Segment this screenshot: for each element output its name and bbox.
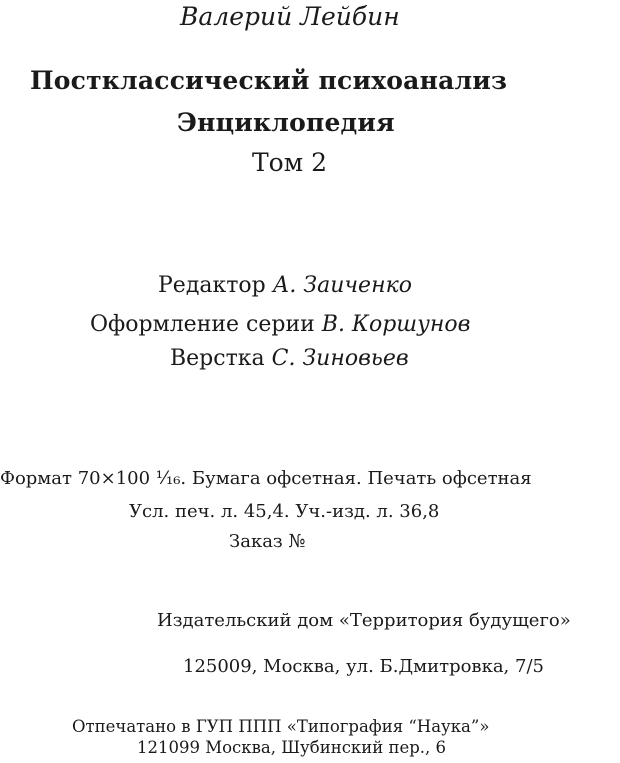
- author-name: Валерий Лейбин: [180, 2, 400, 31]
- publisher-line: Издательский дом «Территория будущего»: [157, 610, 571, 631]
- sheets-line: Усл. печ. л. 45,4. Уч.-изд. л. 36,8: [129, 501, 440, 522]
- credit-layout: [170, 346, 409, 371]
- printer-line-2: 121099 Москва, Шубинский пер., 6: [137, 738, 447, 757]
- credit-role: Верстка: [170, 346, 265, 371]
- volume-label: Том 2: [252, 148, 328, 177]
- printer-line-1: Отпечатано в ГУП ППП «Типография “Наука”»: [72, 717, 490, 736]
- book-title-line-1: Постклассический психоанализ: [30, 66, 508, 95]
- credit-role: Оформление серии: [90, 312, 315, 337]
- credit-person: С. Зиновьев: [271, 346, 409, 371]
- credit-person: В. Коршунов: [321, 312, 471, 337]
- address-line: 125009, Москва, ул. Б.Дмитровка, 7/5: [183, 656, 544, 677]
- order-line: Заказ №: [229, 531, 306, 552]
- book-title-line-2: Энциклопедия: [177, 108, 395, 137]
- credit-editor: [158, 273, 412, 298]
- format-line: Формат 70×100 ¹⁄₁₆. Бумага офсетная. Печать офсетная: [0, 468, 532, 489]
- credit-role: Редактор: [158, 273, 266, 298]
- credit-series-design: [90, 312, 470, 337]
- credit-person: А. Заиченко: [272, 273, 412, 298]
